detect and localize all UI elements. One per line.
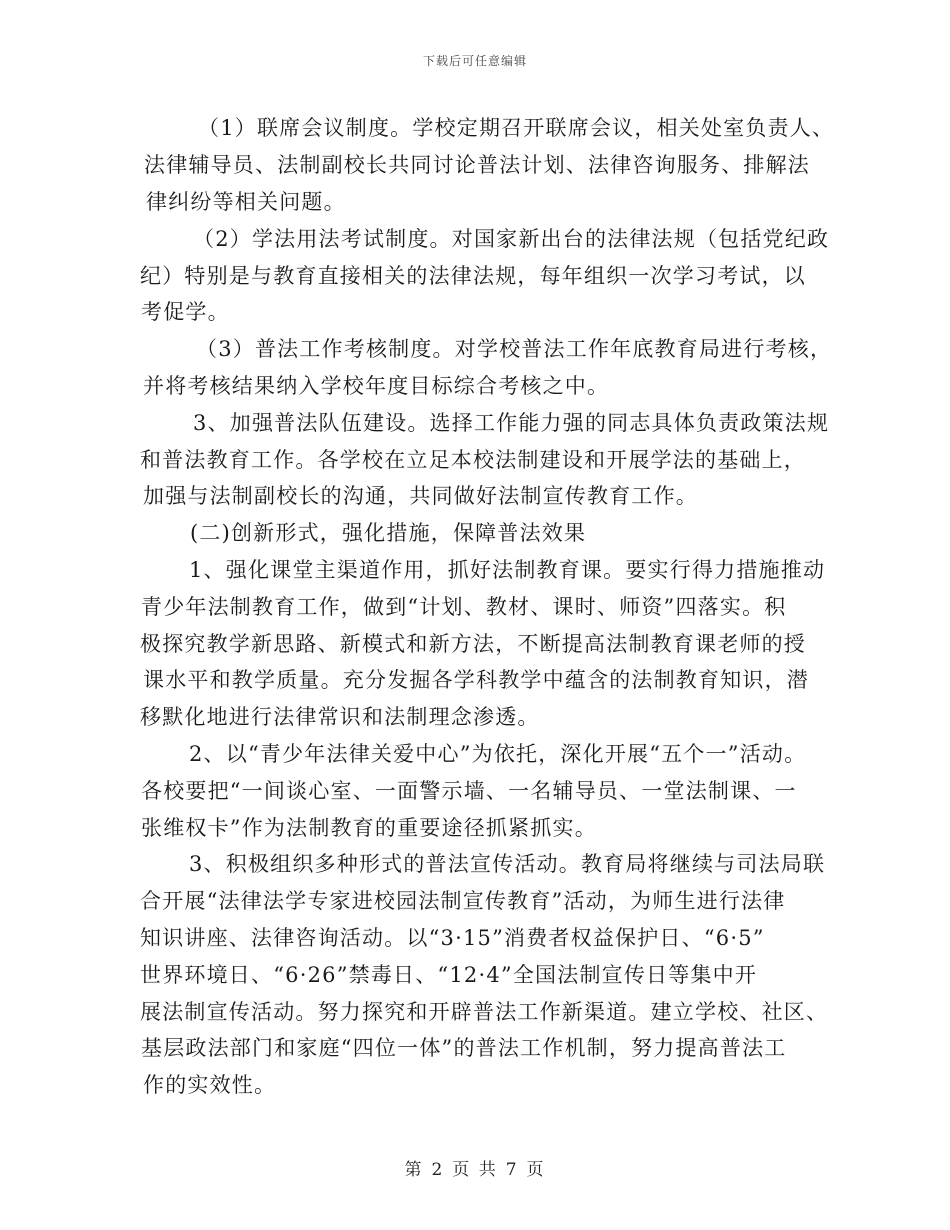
body-line: 加强与法制副校长的沟通，共同做好法制宣传教育工作。 bbox=[143, 484, 698, 508]
body-line: 极探究教学新思路、新模式和新方法，不断提高法制教育课老师的授 bbox=[140, 632, 806, 656]
body-line: （2）学法用法考试制度。对国家新出台的法律法规（包括党纪政 bbox=[193, 227, 830, 251]
body-line: 展法制宣传活动。努力探究和开辟普法工作新渠道。建立学校、社区、 bbox=[140, 1000, 829, 1024]
body-line: 3、加强普法队伍建设。选择工作能力强的同志具体负责政策法规 bbox=[193, 411, 830, 435]
body-line: 法律辅导员、法制副校长共同讨论普法计划、法律咨询服务、排解法 bbox=[144, 153, 810, 177]
body-line: 基层政法部门和家庭“四位一体”的普法工作机制，努力提高普法工 bbox=[141, 1036, 787, 1060]
current-page-number: 2 bbox=[431, 1160, 445, 1180]
body-line: 课水平和教学质量。充分发掘各学科教学中蕴含的法制教育知识，潜 bbox=[143, 668, 809, 692]
total-pages-number: 7 bbox=[505, 1160, 519, 1180]
body-line: 并将考核结果纳入学校年度目标综合考核之中。 bbox=[143, 374, 610, 398]
body-line: 张维权卡”作为法制教育的重要途径抓紧抓实。 bbox=[141, 816, 597, 840]
body-line: 合开展“法律法学专家进校园法制宣传教育”活动，为师生进行法律 bbox=[140, 889, 786, 913]
header-note: 下载后可任意编辑 bbox=[422, 54, 527, 68]
footer-suffix: 页 bbox=[526, 1160, 546, 1180]
page-footer bbox=[0, 1155, 950, 1180]
body-line: 青少年法制教育工作，做到“计划、教材、课时、师资”四落实。积 bbox=[141, 595, 787, 619]
footer-middle: 页 共 bbox=[452, 1160, 498, 1180]
body-line: 2、以“青少年法律关爱中心”为依托，深化开展“五个一”活动。 bbox=[189, 742, 807, 766]
section-heading: (二)创新形式，强化措施，保障普法效果 bbox=[190, 521, 587, 545]
body-line: 知识讲座、法律咨询活动。以“3·15”消费者权益保护日、“6·5” bbox=[140, 926, 765, 950]
body-line: 律纠纷等相关问题。 bbox=[146, 190, 346, 214]
body-line: 3、积极组织多种形式的普法宣传活动。教育局将继续与司法局联 bbox=[189, 852, 826, 876]
body-line: 作的实效性。 bbox=[143, 1073, 277, 1097]
body-line: 1、强化课堂主渠道作用，抓好法制教育课。要实行得力措施推动 bbox=[189, 558, 826, 582]
body-line: （3）普法工作考核制度。对学校普法工作年底教育局进行考核， bbox=[196, 337, 833, 361]
body-line: 考促学。 bbox=[141, 300, 230, 324]
body-line: （1）联席会议制度。学校定期召开联席会议，相关处室负责人、 bbox=[198, 116, 835, 140]
body-line: 各校要把“一间谈心室、一面警示墙、一名辅导员、一堂法制课、一 bbox=[141, 779, 797, 803]
body-line: 世界环境日、“6·26”禁毒日、“12·4”全国法制宣传日等集中开 bbox=[140, 963, 758, 987]
body-line: 和普法教育工作。各学校在立足本校法制建设和开展学法的基础上， bbox=[140, 448, 806, 472]
body-line: 纪）特别是与教育直接相关的法律法规，每年组织一次学习考试，以 bbox=[140, 264, 806, 288]
footer-prefix: 第 bbox=[404, 1160, 424, 1180]
body-line: 移默化地进行法律常识和法制理念渗透。 bbox=[140, 705, 540, 729]
